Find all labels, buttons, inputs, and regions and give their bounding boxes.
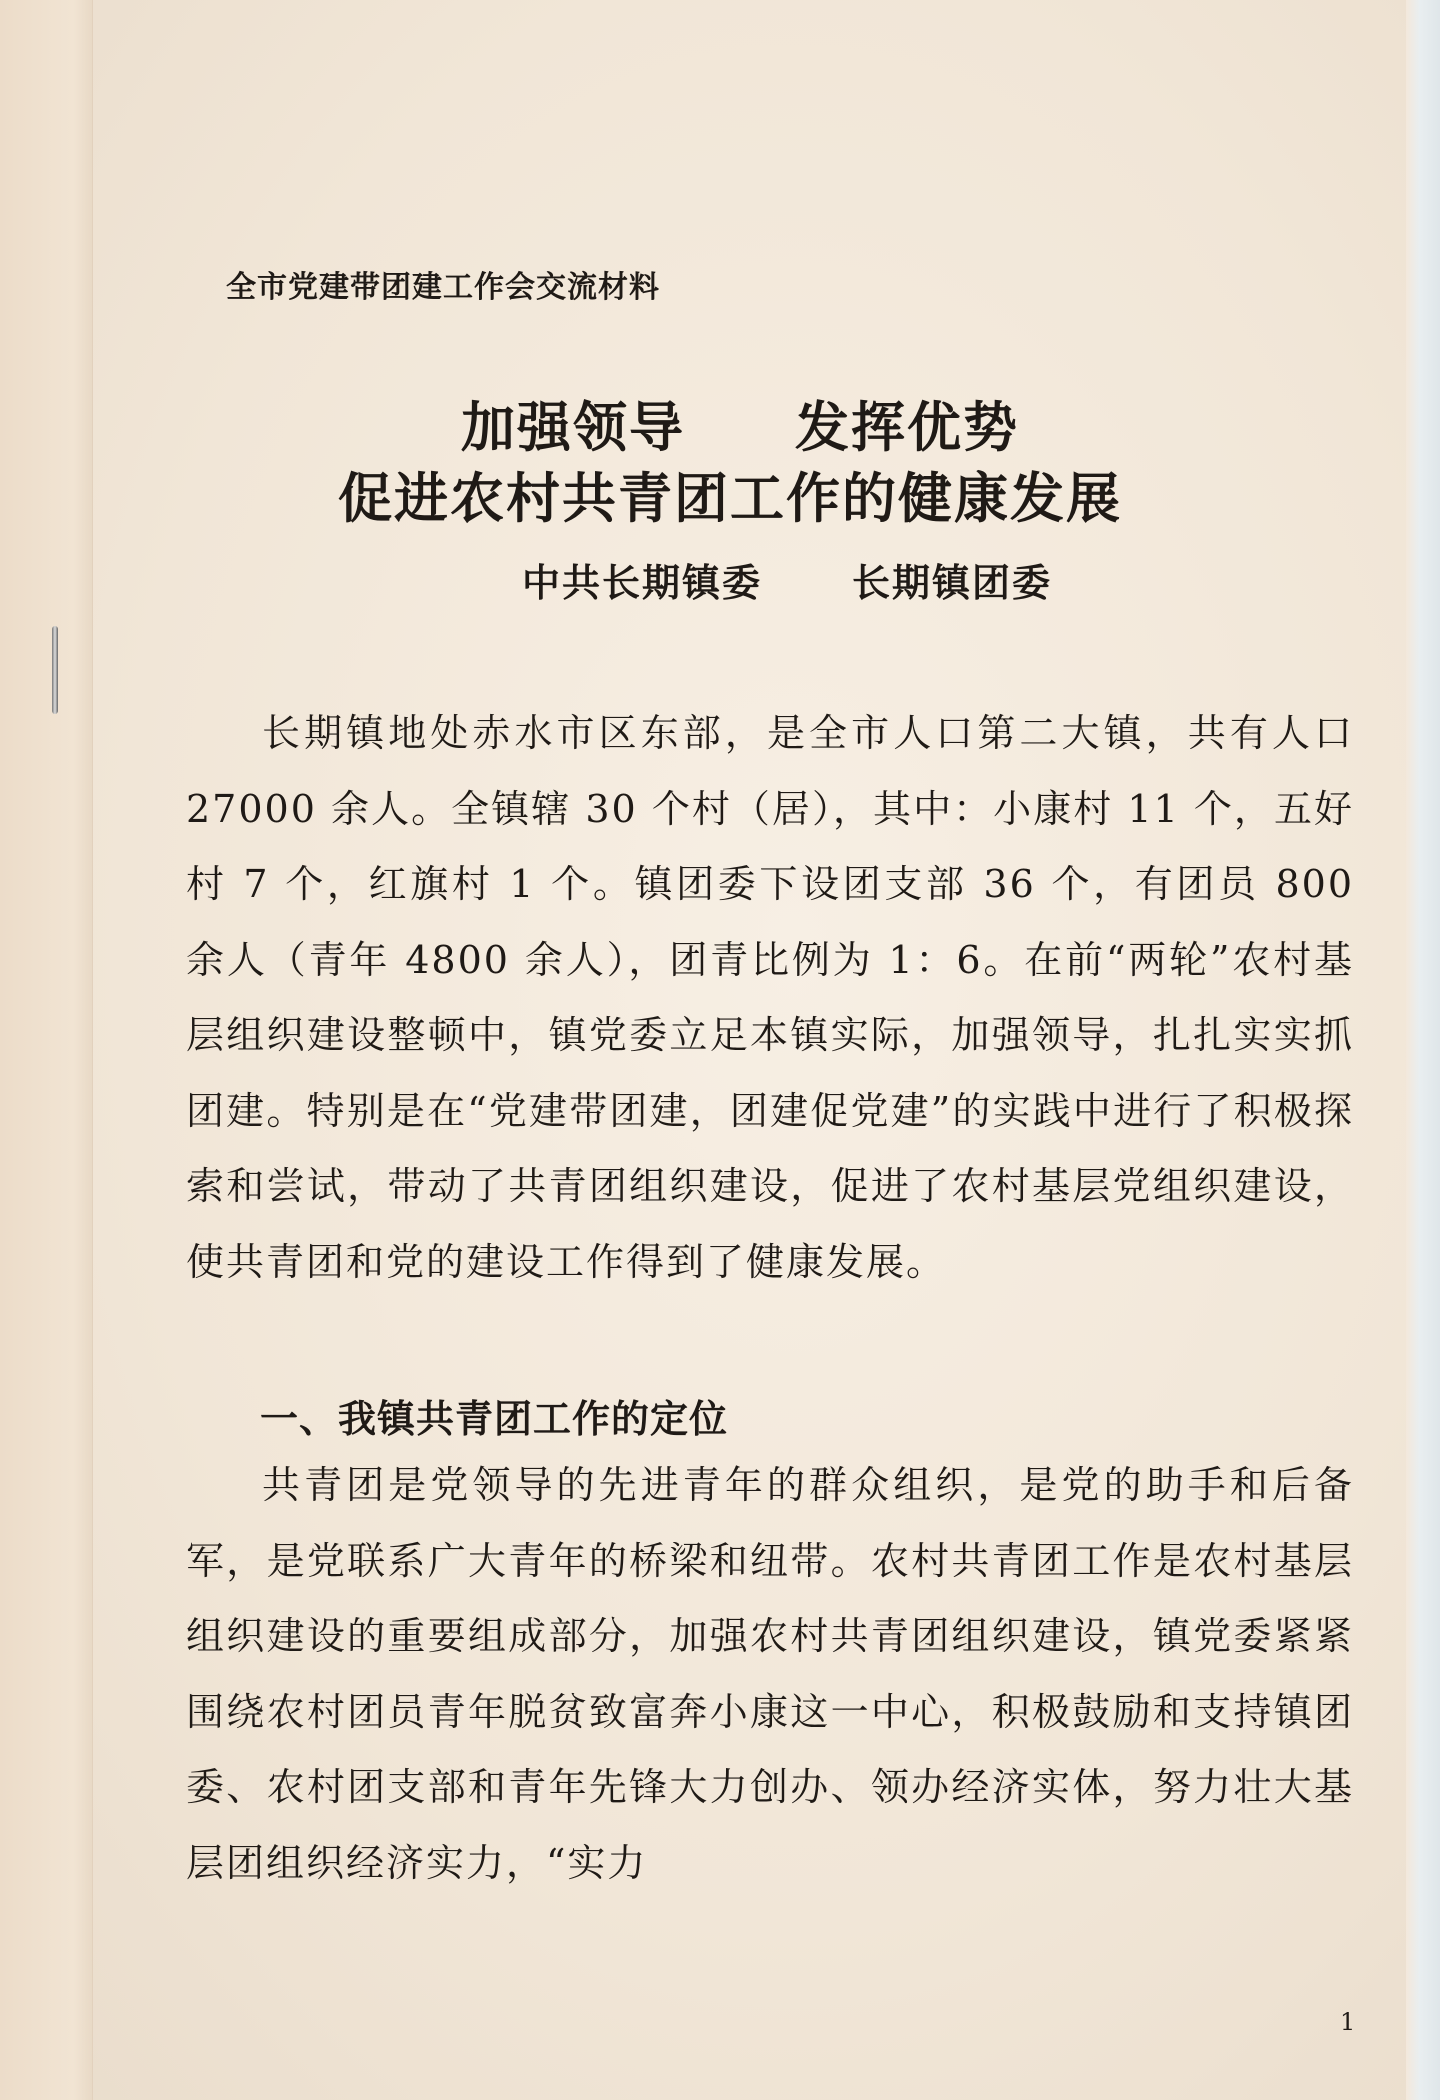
staple-mark xyxy=(52,626,58,714)
author-1: 中共长期镇委 xyxy=(522,560,763,605)
header-line: 全市党建带团建工作会交流材料 xyxy=(226,270,660,305)
body-text xyxy=(186,696,1354,1300)
title-line-1 xyxy=(0,385,1440,462)
page-number: 1 xyxy=(1340,2008,1356,2036)
author-2: 长期镇团委 xyxy=(852,560,1053,605)
authors xyxy=(522,552,1052,607)
paragraph-1: 长期镇地处赤水市区东部，是全市人口第二大镇，共有人口 27000 余人。全镇辖 30 个村（居），其中：小康村 11 个，五好村 7 个，红旗村 1 个。镇团委下设团支部 36 个，有团员 800 余人（青年 4800 余人），团青比例为 1：6。在前“两轮”农村基层组织建设整顿中，镇党委立足本镇实际，加强领导，扎扎实实抓团建。特别是在“党建带团建，团建促党建”的实践中进行了积极探索和尝试，带动了共青团组织建设，促进了农村基层党组织建设，使共青团和党的建设工作得到了健康发展。 xyxy=(186,711,1354,1284)
title-line-2: 促进农村共青团工作的健康发展 xyxy=(338,467,1122,530)
title-line-1-part-2: 发挥优势 xyxy=(795,396,1019,459)
left-margin-strip xyxy=(0,0,93,2100)
section-1-heading: 一、我镇共青团工作的定位 xyxy=(260,1397,729,1441)
right-page-edge xyxy=(1406,0,1440,2100)
section-1-body xyxy=(186,1448,1354,1901)
title-line-1-part-1: 加强领导 xyxy=(461,396,685,459)
section-1-paragraph: 共青团是党领导的先进青年的群众组织，是党的助手和后备军，是党联系广大青年的桥梁和纽带。农村共青团工作是农村基层组织建设的重要组成部分，加强农村共青团组织建设，镇党委紧紧围绕农村团员青年脱贫致富奔小康这一中心，积极鼓励和支持镇团委、农村团支部和青年先锋大力创办、领办经济实体，努力壮大基层团组织经济实力，“实力 xyxy=(186,1463,1354,1885)
